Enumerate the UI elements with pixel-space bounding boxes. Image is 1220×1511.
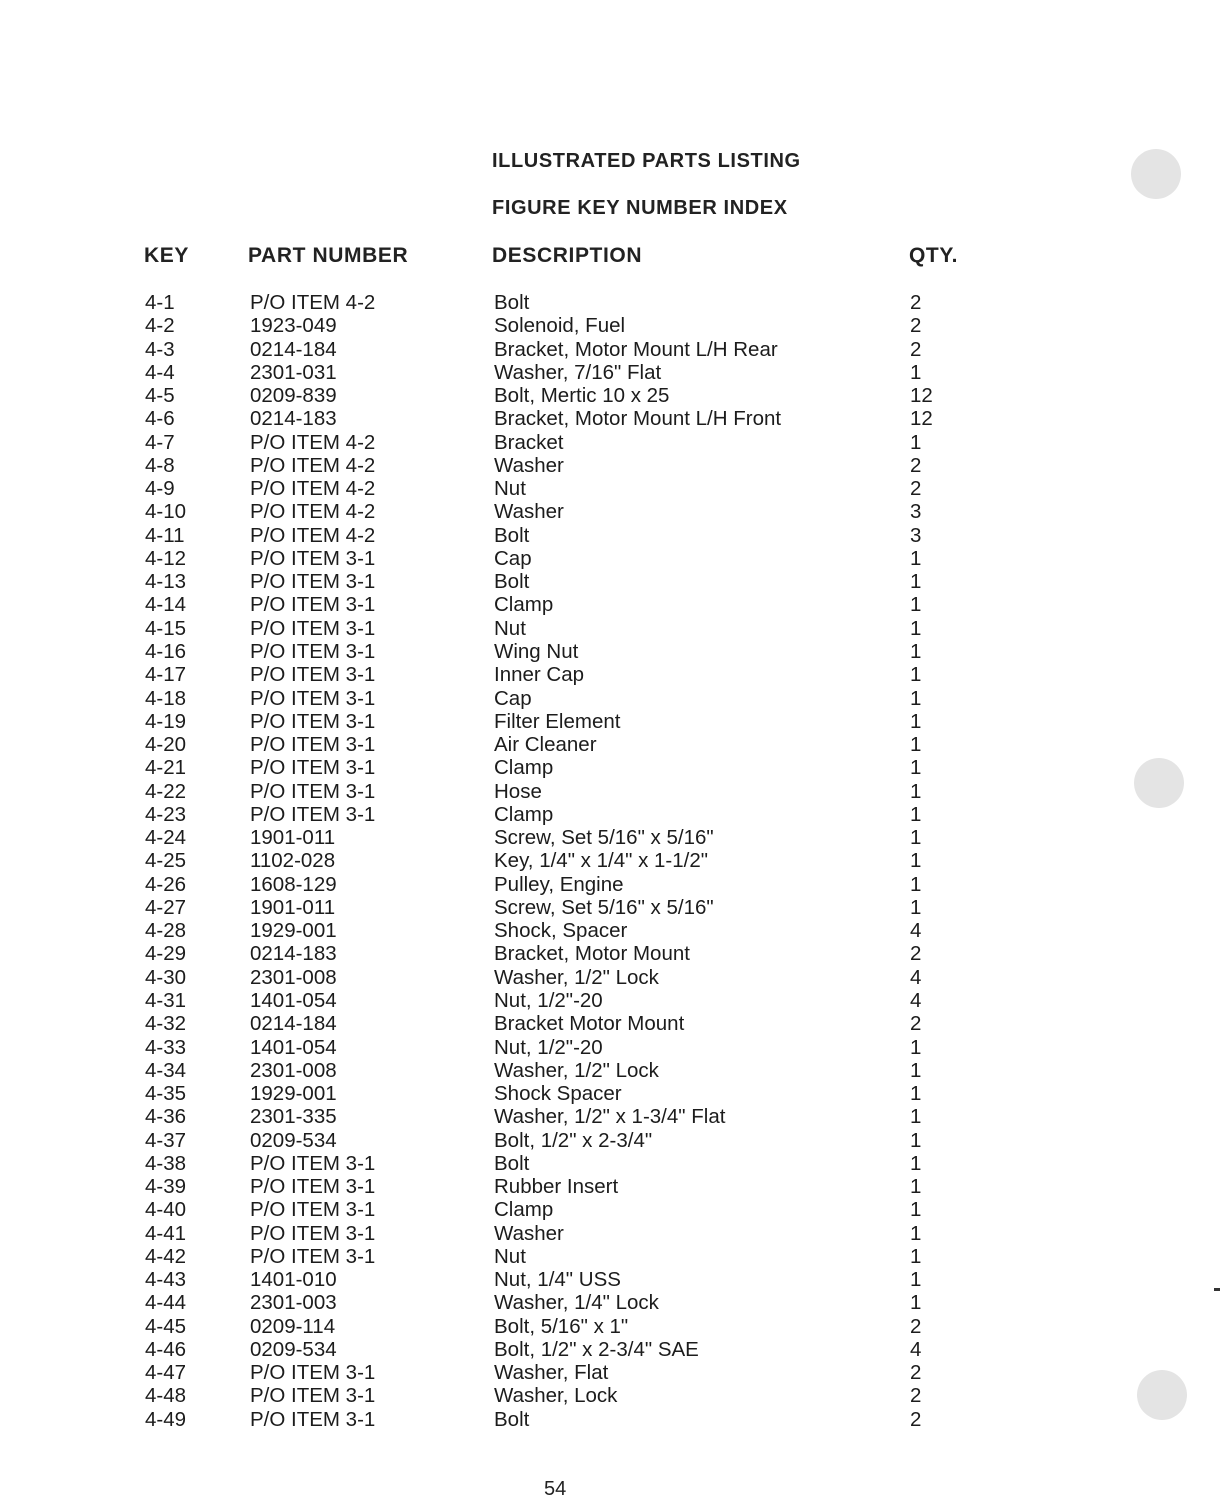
row-description: Screw, Set 5/16" x 5/16" xyxy=(494,895,714,919)
row-part-number: 2301-008 xyxy=(250,965,337,989)
row-part-number: P/O ITEM 3-1 xyxy=(250,663,376,687)
row-part-number: 1901-011 xyxy=(250,895,336,919)
row-quantity: 2 xyxy=(910,1012,922,1036)
row-description: Washer, 1/2" Lock xyxy=(494,965,659,989)
row-description: Bracket, Motor Mount L/H Rear xyxy=(494,337,778,361)
parts-table xyxy=(0,291,1220,1431)
row-part-number: 1401-054 xyxy=(250,988,337,1012)
row-quantity: 1 xyxy=(910,849,922,873)
table-row xyxy=(0,919,1220,942)
row-part-number: 0214-183 xyxy=(250,407,337,431)
row-part-number: P/O ITEM 4-2 xyxy=(250,500,376,524)
row-key: 4-47 xyxy=(145,1361,187,1385)
row-part-number: 0214-184 xyxy=(250,337,337,361)
table-row xyxy=(0,361,1220,384)
table-row xyxy=(0,640,1220,663)
row-part-number: 1929-001 xyxy=(250,919,337,943)
table-row xyxy=(0,663,1220,686)
row-quantity: 4 xyxy=(910,988,922,1012)
table-row xyxy=(0,1222,1220,1245)
row-quantity: 2 xyxy=(910,453,922,477)
row-description: Shock, Spacer xyxy=(494,919,628,943)
row-key: 4-49 xyxy=(145,1407,187,1431)
row-quantity: 1 xyxy=(910,1244,922,1268)
row-quantity: 1 xyxy=(910,1128,922,1152)
row-description: Washer, 1/2" x 1-3/4" Flat xyxy=(494,1105,726,1129)
row-key: 4-11 xyxy=(145,523,185,547)
row-quantity: 1 xyxy=(910,895,922,919)
table-row xyxy=(0,733,1220,756)
table-row xyxy=(0,1152,1220,1175)
row-quantity: 1 xyxy=(910,872,922,896)
table-row xyxy=(0,338,1220,361)
row-quantity: 1 xyxy=(910,1198,922,1222)
row-key: 4-26 xyxy=(145,872,187,896)
row-key: 4-23 xyxy=(145,802,187,826)
row-quantity: 1 xyxy=(910,593,922,617)
row-quantity: 12 xyxy=(910,384,933,408)
row-key: 4-22 xyxy=(145,779,187,803)
row-quantity: 1 xyxy=(910,616,922,640)
table-row xyxy=(0,1059,1220,1082)
table-row xyxy=(0,593,1220,616)
row-quantity: 1 xyxy=(910,360,922,384)
row-description: Bolt xyxy=(494,570,530,594)
column-header-key: KEY xyxy=(144,244,189,267)
row-description: Bolt, 1/2" x 2-3/4" SAE xyxy=(494,1337,699,1361)
row-part-number: P/O ITEM 4-2 xyxy=(250,291,376,314)
row-description: Bracket, Motor Mount xyxy=(494,942,690,966)
row-key: 4-18 xyxy=(145,686,187,710)
row-key: 4-33 xyxy=(145,1035,187,1059)
table-row xyxy=(0,524,1220,547)
row-description: Bracket Motor Mount xyxy=(494,1012,685,1036)
row-key: 4-9 xyxy=(145,477,175,501)
row-quantity: 4 xyxy=(910,919,922,943)
row-key: 4-44 xyxy=(145,1291,187,1315)
row-part-number: P/O ITEM 3-1 xyxy=(250,779,376,803)
row-description: Air Cleaner xyxy=(494,733,597,757)
row-key: 4-46 xyxy=(145,1337,187,1361)
row-quantity: 4 xyxy=(910,1337,922,1361)
row-quantity: 1 xyxy=(910,1175,922,1199)
row-key: 4-12 xyxy=(145,546,187,570)
row-part-number: 1401-054 xyxy=(250,1035,337,1059)
row-part-number: P/O ITEM 3-1 xyxy=(250,1221,376,1245)
column-header-quantity: QTY. xyxy=(909,244,959,267)
row-key: 4-32 xyxy=(145,1012,187,1036)
table-row xyxy=(0,687,1220,710)
row-key: 4-15 xyxy=(145,616,187,640)
row-quantity: 1 xyxy=(910,430,922,454)
row-description: Bolt xyxy=(494,523,530,547)
row-part-number: 0209-534 xyxy=(250,1337,337,1361)
table-row xyxy=(0,942,1220,965)
row-key: 4-1 xyxy=(145,291,175,314)
row-key: 4-29 xyxy=(145,942,187,966)
row-key: 4-24 xyxy=(145,826,187,850)
row-description: Bracket xyxy=(494,430,564,454)
row-description: Washer xyxy=(494,500,564,524)
row-key: 4-39 xyxy=(145,1175,187,1199)
row-quantity: 1 xyxy=(910,570,922,594)
row-key: 4-25 xyxy=(145,849,187,873)
row-description: Bolt, 1/2" x 2-3/4" xyxy=(494,1128,653,1152)
table-row xyxy=(0,384,1220,407)
column-header-part-number: PART NUMBER xyxy=(248,244,409,267)
page-title: ILLUSTRATED PARTS LISTING xyxy=(492,150,801,172)
row-part-number: 0209-114 xyxy=(250,1314,336,1338)
row-part-number: 1901-011 xyxy=(250,826,336,850)
row-quantity: 1 xyxy=(910,1082,922,1106)
row-description: Nut xyxy=(494,1244,526,1268)
row-quantity: 1 xyxy=(910,1151,922,1175)
row-key: 4-28 xyxy=(145,919,187,943)
row-key: 4-37 xyxy=(145,1128,187,1152)
row-quantity: 1 xyxy=(910,709,922,733)
row-description: Bracket, Motor Mount L/H Front xyxy=(494,407,782,431)
row-description: Washer xyxy=(494,1221,564,1245)
row-part-number: P/O ITEM 3-1 xyxy=(250,616,376,640)
table-row xyxy=(0,803,1220,826)
row-part-number: 2301-335 xyxy=(250,1105,337,1129)
row-key: 4-19 xyxy=(145,709,187,733)
row-part-number: P/O ITEM 3-1 xyxy=(250,1384,376,1408)
row-key: 4-35 xyxy=(145,1082,187,1106)
row-part-number: P/O ITEM 4-2 xyxy=(250,477,376,501)
row-description: Pulley, Engine xyxy=(494,872,624,896)
row-description: Bolt, Mertic 10 x 25 xyxy=(494,384,670,408)
row-key: 4-30 xyxy=(145,965,187,989)
row-part-number: P/O ITEM 4-2 xyxy=(250,453,376,477)
table-row xyxy=(0,314,1220,337)
row-description: Nut xyxy=(494,477,526,501)
table-row xyxy=(0,1036,1220,1059)
table-row xyxy=(0,873,1220,896)
table-row xyxy=(0,1338,1220,1361)
row-description: Clamp xyxy=(494,756,554,780)
row-part-number: 0209-839 xyxy=(250,384,337,408)
row-key: 4-3 xyxy=(145,337,175,361)
row-key: 4-14 xyxy=(145,593,187,617)
row-description: Screw, Set 5/16" x 5/16" xyxy=(494,826,714,850)
row-description: Bolt xyxy=(494,1407,530,1431)
row-quantity: 1 xyxy=(910,639,922,663)
row-quantity: 2 xyxy=(910,337,922,361)
table-row xyxy=(0,1129,1220,1152)
table-row xyxy=(0,1175,1220,1198)
row-part-number: 0209-534 xyxy=(250,1128,337,1152)
row-part-number: 2301-003 xyxy=(250,1291,337,1315)
table-row xyxy=(0,710,1220,733)
row-description: Rubber Insert xyxy=(494,1175,619,1199)
table-row xyxy=(0,291,1220,314)
row-quantity: 2 xyxy=(910,1384,922,1408)
row-quantity: 12 xyxy=(910,407,933,431)
row-description: Clamp xyxy=(494,802,554,826)
row-description: Clamp xyxy=(494,1198,554,1222)
row-part-number: P/O ITEM 3-1 xyxy=(250,1198,376,1222)
row-description: Wing Nut xyxy=(494,639,579,663)
table-row xyxy=(0,989,1220,1012)
row-key: 4-45 xyxy=(145,1314,187,1338)
table-row xyxy=(0,1315,1220,1338)
row-quantity: 2 xyxy=(910,1314,922,1338)
row-part-number: P/O ITEM 3-1 xyxy=(250,709,376,733)
row-part-number: P/O ITEM 3-1 xyxy=(250,1175,376,1199)
row-quantity: 1 xyxy=(910,686,922,710)
row-description: Nut, 1/2"-20 xyxy=(494,988,603,1012)
row-description: Washer, 7/16" Flat xyxy=(494,360,662,384)
row-key: 4-16 xyxy=(145,639,187,663)
table-row xyxy=(0,431,1220,454)
row-part-number: P/O ITEM 3-1 xyxy=(250,570,376,594)
row-key: 4-4 xyxy=(145,360,175,384)
table-row xyxy=(0,1268,1220,1291)
row-part-number: 2301-031 xyxy=(250,360,337,384)
row-key: 4-40 xyxy=(145,1198,187,1222)
row-description: Inner Cap xyxy=(494,663,585,687)
row-key: 4-42 xyxy=(145,1244,187,1268)
table-row xyxy=(0,570,1220,593)
row-key: 4-36 xyxy=(145,1105,187,1129)
table-row xyxy=(0,1105,1220,1128)
row-description: Cap xyxy=(494,686,532,710)
page-number: 54 xyxy=(544,1478,567,1500)
row-key: 4-34 xyxy=(145,1058,187,1082)
row-key: 4-38 xyxy=(145,1151,187,1175)
row-description: Key, 1/4" x 1/4" x 1-1/2" xyxy=(494,849,709,873)
row-description: Washer, 1/4" Lock xyxy=(494,1291,659,1315)
row-part-number: P/O ITEM 3-1 xyxy=(250,756,376,780)
row-part-number: P/O ITEM 3-1 xyxy=(250,546,376,570)
table-row xyxy=(0,1198,1220,1221)
row-description: Clamp xyxy=(494,593,554,617)
table-row xyxy=(0,1082,1220,1105)
row-key: 4-41 xyxy=(145,1221,187,1245)
row-description: Washer, Flat xyxy=(494,1361,609,1385)
table-row xyxy=(0,1245,1220,1268)
row-key: 4-10 xyxy=(145,500,187,524)
row-part-number: P/O ITEM 3-1 xyxy=(250,1407,376,1431)
row-part-number: 0214-184 xyxy=(250,1012,337,1036)
table-row xyxy=(0,1384,1220,1407)
row-quantity: 1 xyxy=(910,546,922,570)
row-key: 4-43 xyxy=(145,1268,187,1292)
row-key: 4-48 xyxy=(145,1384,187,1408)
row-part-number: 1608-129 xyxy=(250,872,337,896)
row-key: 4-8 xyxy=(145,453,175,477)
column-header-description: DESCRIPTION xyxy=(492,244,643,267)
row-key: 4-31 xyxy=(145,988,187,1012)
row-part-number: 1102-028 xyxy=(250,849,336,873)
row-quantity: 1 xyxy=(910,756,922,780)
row-description: Nut xyxy=(494,616,526,640)
row-part-number: P/O ITEM 3-1 xyxy=(250,1361,376,1385)
row-part-number: 1929-001 xyxy=(250,1082,337,1106)
row-key: 4-2 xyxy=(145,314,175,338)
row-quantity: 1 xyxy=(910,1268,922,1292)
row-quantity: 1 xyxy=(910,1058,922,1082)
row-key: 4-27 xyxy=(145,895,187,919)
table-row xyxy=(0,849,1220,872)
table-row xyxy=(0,896,1220,919)
row-description: Filter Element xyxy=(494,709,621,733)
row-description: Washer xyxy=(494,453,564,477)
row-quantity: 1 xyxy=(910,1035,922,1059)
row-description: Bolt xyxy=(494,1151,530,1175)
row-description: Hose xyxy=(494,779,542,803)
row-part-number: P/O ITEM 3-1 xyxy=(250,639,376,663)
table-row xyxy=(0,500,1220,523)
row-part-number: 1401-010 xyxy=(250,1268,337,1292)
row-key: 4-21 xyxy=(145,756,187,780)
table-row xyxy=(0,547,1220,570)
table-row xyxy=(0,1408,1220,1431)
table-row xyxy=(0,756,1220,779)
table-row xyxy=(0,617,1220,640)
row-key: 4-13 xyxy=(145,570,187,594)
row-part-number: 2301-008 xyxy=(250,1058,337,1082)
row-part-number: P/O ITEM 3-1 xyxy=(250,733,376,757)
row-description: Nut, 1/4" USS xyxy=(494,1268,621,1292)
row-quantity: 1 xyxy=(910,733,922,757)
row-part-number: P/O ITEM 4-2 xyxy=(250,430,376,454)
row-description: Bolt xyxy=(494,291,530,314)
row-quantity: 2 xyxy=(910,1407,922,1431)
row-quantity: 1 xyxy=(910,1105,922,1129)
row-part-number: P/O ITEM 3-1 xyxy=(250,1244,376,1268)
row-part-number: P/O ITEM 3-1 xyxy=(250,593,376,617)
table-row xyxy=(0,407,1220,430)
row-quantity: 1 xyxy=(910,779,922,803)
row-key: 4-6 xyxy=(145,407,175,431)
row-part-number: 1923-049 xyxy=(250,314,337,338)
row-quantity: 1 xyxy=(910,1291,922,1315)
row-quantity: 2 xyxy=(910,314,922,338)
row-description: Cap xyxy=(494,546,532,570)
row-description: Solenoid, Fuel xyxy=(494,314,626,338)
row-key: 4-20 xyxy=(145,733,187,757)
row-description: Washer, Lock xyxy=(494,1384,618,1408)
row-description: Nut, 1/2"-20 xyxy=(494,1035,603,1059)
row-quantity: 1 xyxy=(910,1221,922,1245)
table-row xyxy=(0,1012,1220,1035)
row-quantity: 3 xyxy=(910,523,922,547)
row-quantity: 2 xyxy=(910,291,922,314)
table-row xyxy=(0,454,1220,477)
table-row xyxy=(0,1361,1220,1384)
row-description: Bolt, 5/16" x 1" xyxy=(494,1314,629,1338)
binder-hole xyxy=(1131,149,1181,199)
row-part-number: P/O ITEM 3-1 xyxy=(250,1151,376,1175)
row-quantity: 2 xyxy=(910,942,922,966)
table-row xyxy=(0,780,1220,803)
row-quantity: 1 xyxy=(910,663,922,687)
row-quantity: 3 xyxy=(910,500,922,524)
table-row xyxy=(0,826,1220,849)
row-part-number: P/O ITEM 3-1 xyxy=(250,686,376,710)
row-quantity: 2 xyxy=(910,1361,922,1385)
table-row xyxy=(0,966,1220,989)
row-quantity: 1 xyxy=(910,826,922,850)
page-subtitle: FIGURE KEY NUMBER INDEX xyxy=(492,197,788,219)
table-row xyxy=(0,477,1220,500)
row-quantity: 4 xyxy=(910,965,922,989)
row-key: 4-7 xyxy=(145,430,175,454)
row-key: 4-17 xyxy=(145,663,187,687)
row-part-number: P/O ITEM 4-2 xyxy=(250,523,376,547)
row-part-number: P/O ITEM 3-1 xyxy=(250,802,376,826)
table-row xyxy=(0,1291,1220,1314)
row-key: 4-5 xyxy=(145,384,175,408)
row-quantity: 1 xyxy=(910,802,922,826)
row-quantity: 2 xyxy=(910,477,922,501)
row-description: Shock Spacer xyxy=(494,1082,622,1106)
row-part-number: 0214-183 xyxy=(250,942,337,966)
row-description: Washer, 1/2" Lock xyxy=(494,1058,659,1082)
